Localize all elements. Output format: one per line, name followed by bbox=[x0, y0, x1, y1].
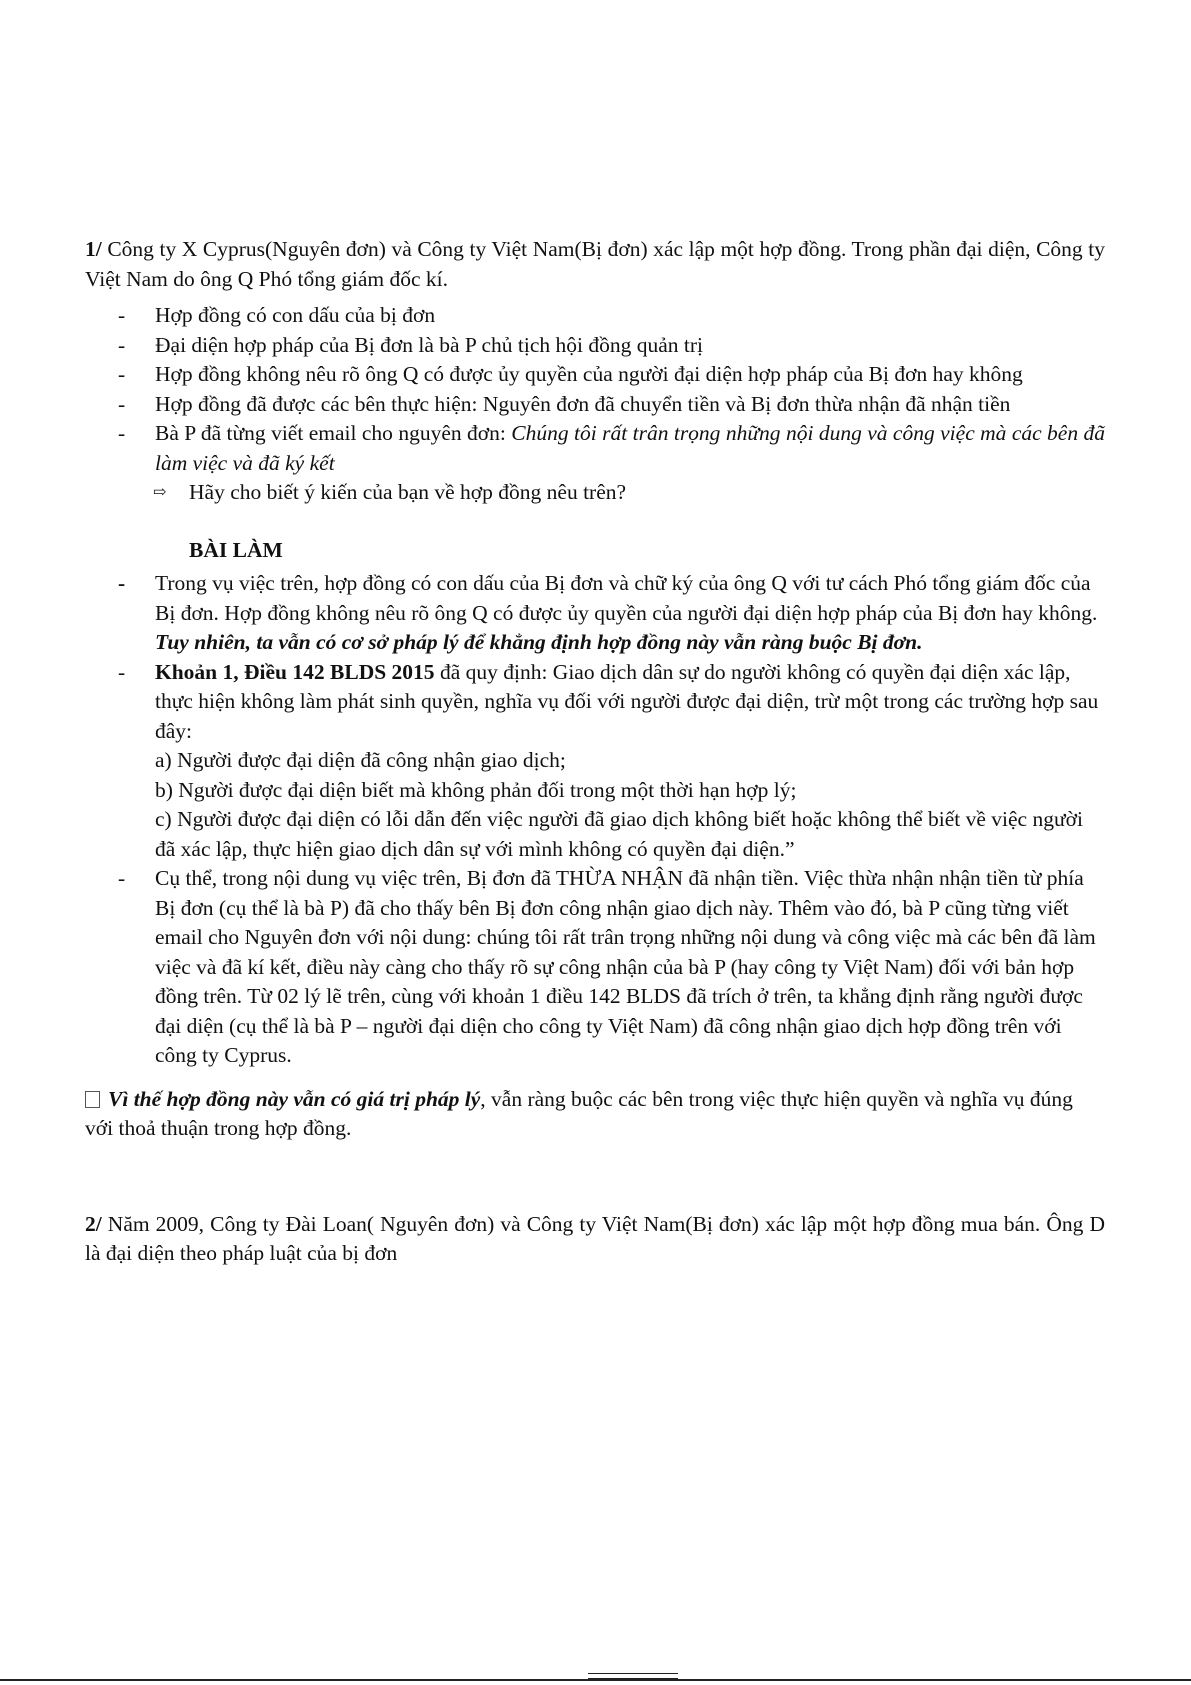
list-item-text: Bà P đã từng viết email cho nguyên đơn: bbox=[155, 421, 512, 445]
question-2-number: 2/ bbox=[85, 1211, 102, 1236]
answer-emphasis: Tuy nhiên, ta vẫn có cơ sở pháp lý để khẳng định hợp đồng này vẫn ràng buộc Bị đơn. bbox=[155, 630, 923, 654]
list-item bbox=[85, 569, 1105, 658]
list-item-text: Hợp đồng đã được các bên thực hiện: Nguyên đơn đã chuyển tiền và Bị đơn thừa nhận đã nhận tiền bbox=[155, 391, 1011, 416]
checkbox-glyph-icon bbox=[85, 1091, 100, 1108]
conclusion bbox=[85, 1085, 1105, 1144]
answer-text: Trong vụ việc trên, hợp đồng có con dấu của Bị đơn và chữ ký của ông Q với tư cách Phó tổng giám đốc của Bị đơn. Hợp đồng không nêu rõ ông Q có được ủy quyền của người đại diện hợp pháp của Bị đơn hay không. bbox=[155, 571, 1098, 625]
list-item-text: Đại diện hợp pháp của Bị đơn là bà P chủ tịch hội đồng quản trị bbox=[155, 332, 703, 357]
document-page bbox=[85, 235, 1105, 1269]
answer-text: đã quy định: Giao dịch dân sự do người không có quyền đại diện xác lập, thực hiện không làm phát sinh quyền, nghĩa vụ đối với người được đại diện, trừ một trong các trường hợp sau đây: bbox=[155, 659, 1099, 743]
list-item-text: Hợp đồng không nêu rõ ông Q có được ủy quyền của người đại diện hợp pháp của Bị đơn hay không bbox=[155, 362, 1023, 386]
answer-text: Cụ thể, trong nội dung vụ việc trên, Bị đơn đã THỪA NHẬN đã nhận tiền. Việc thừa nhận nhận tiền từ phía Bị đơn (cụ thể là bà P) đã cho thấy bên Bị đơn công nhận giao dịch này. Thêm vào đó, bà P cũng từng viết email cho Nguyên đơn với nội dung: chúng tôi rất trân trọng những nội dung và công việc mà các bên đã làm việc và đã kí kết, điều này càng cho thấy rõ sự công nhận của bà P (hay công ty Việt Nam) đối với bản hợp đồng trên. Từ 02 lý lẽ trên, cùng với khoản 1 điều 142 BLDS đã trích ở trên, ta khẳng định rằng người được đại diện (cụ thể là bà P – người đại diện cho công ty Việt Nam) đã công nhận giao dịch hợp đồng trên với công ty Cyprus. bbox=[155, 866, 1096, 1067]
question-1-text: Công ty X Cyprus(Nguyên đơn) và Công ty Việt Nam(Bị đơn) xác lập một hợp đồng. Trong phần đại diện, Công ty Việt Nam do ông Q Phó tổng giám đốc kí. bbox=[85, 237, 1105, 291]
footer-divider bbox=[0, 1679, 1191, 1681]
law-citation: Khoản 1, Điều 142 BLDS 2015 bbox=[155, 659, 435, 684]
list-item bbox=[85, 419, 1105, 478]
question-2-text: Năm 2009, Công ty Đài Loan( Nguyên đơn) và Công ty Việt Nam(Bị đơn) xác lập một hợp đồng mua bán. Ông D là đại diện theo pháp luật của bị đơn bbox=[85, 1211, 1105, 1265]
dash-bullet: - bbox=[118, 421, 126, 445]
conclusion-text: , vẫn ràng buộc các bên trong việc thực hiện quyền và nghĩa vụ đúng với thoả thuận trong hợp đồng. bbox=[85, 1086, 1073, 1140]
law-clause-b: b) Người được đại diện biết mà không phản đối trong một thời hạn hợp lý; bbox=[155, 777, 797, 802]
answer-points bbox=[85, 569, 1105, 1071]
list-item bbox=[85, 301, 1105, 331]
question-1 bbox=[85, 235, 1105, 294]
dash-bullet: - bbox=[118, 303, 126, 327]
dash-bullet: - bbox=[118, 571, 126, 595]
list-item bbox=[85, 390, 1105, 420]
list-item bbox=[85, 658, 1105, 865]
list-item bbox=[85, 360, 1105, 390]
dash-bullet: - bbox=[118, 362, 126, 386]
list-item-text: Hợp đồng có con dấu của bị đơn bbox=[155, 303, 436, 327]
answer-title: BÀI LÀM bbox=[189, 537, 283, 562]
question-2 bbox=[85, 1210, 1105, 1269]
law-clause-a: a) Người được đại diện đã công nhận giao dịch; bbox=[155, 748, 566, 772]
question-prompt bbox=[85, 478, 1105, 508]
dash-bullet: - bbox=[118, 659, 126, 684]
question-1-number: 1/ bbox=[85, 237, 102, 261]
law-clause-c: c) Người được đại diện có lỗi dẫn đến việc người đã giao dịch không biết hoặc không thể biết về việc người đã xác lập, thực hiện giao dịch dân sự với mình không có quyền đại diện.” bbox=[155, 807, 1083, 861]
email-quote: Chúng tôi rất trân trọng những nội dung và công việc mà các bên đã làm việc và đã ký kết bbox=[155, 421, 1105, 475]
dash-bullet: - bbox=[118, 391, 126, 416]
list-item bbox=[85, 864, 1105, 1071]
question-prompt-text: Hãy cho biết ý kiến của bạn về hợp đồng nêu trên? bbox=[189, 480, 627, 504]
list-item bbox=[85, 331, 1105, 361]
question-1-facts bbox=[85, 301, 1105, 478]
arrow-right-icon: ⇨ bbox=[153, 484, 167, 501]
dash-bullet: - bbox=[118, 332, 126, 357]
conclusion-emphasis: Vì thế hợp đồng này vẫn có giá trị pháp lý bbox=[108, 1086, 481, 1111]
dash-bullet: - bbox=[118, 866, 126, 890]
footer-mark bbox=[588, 1673, 678, 1679]
